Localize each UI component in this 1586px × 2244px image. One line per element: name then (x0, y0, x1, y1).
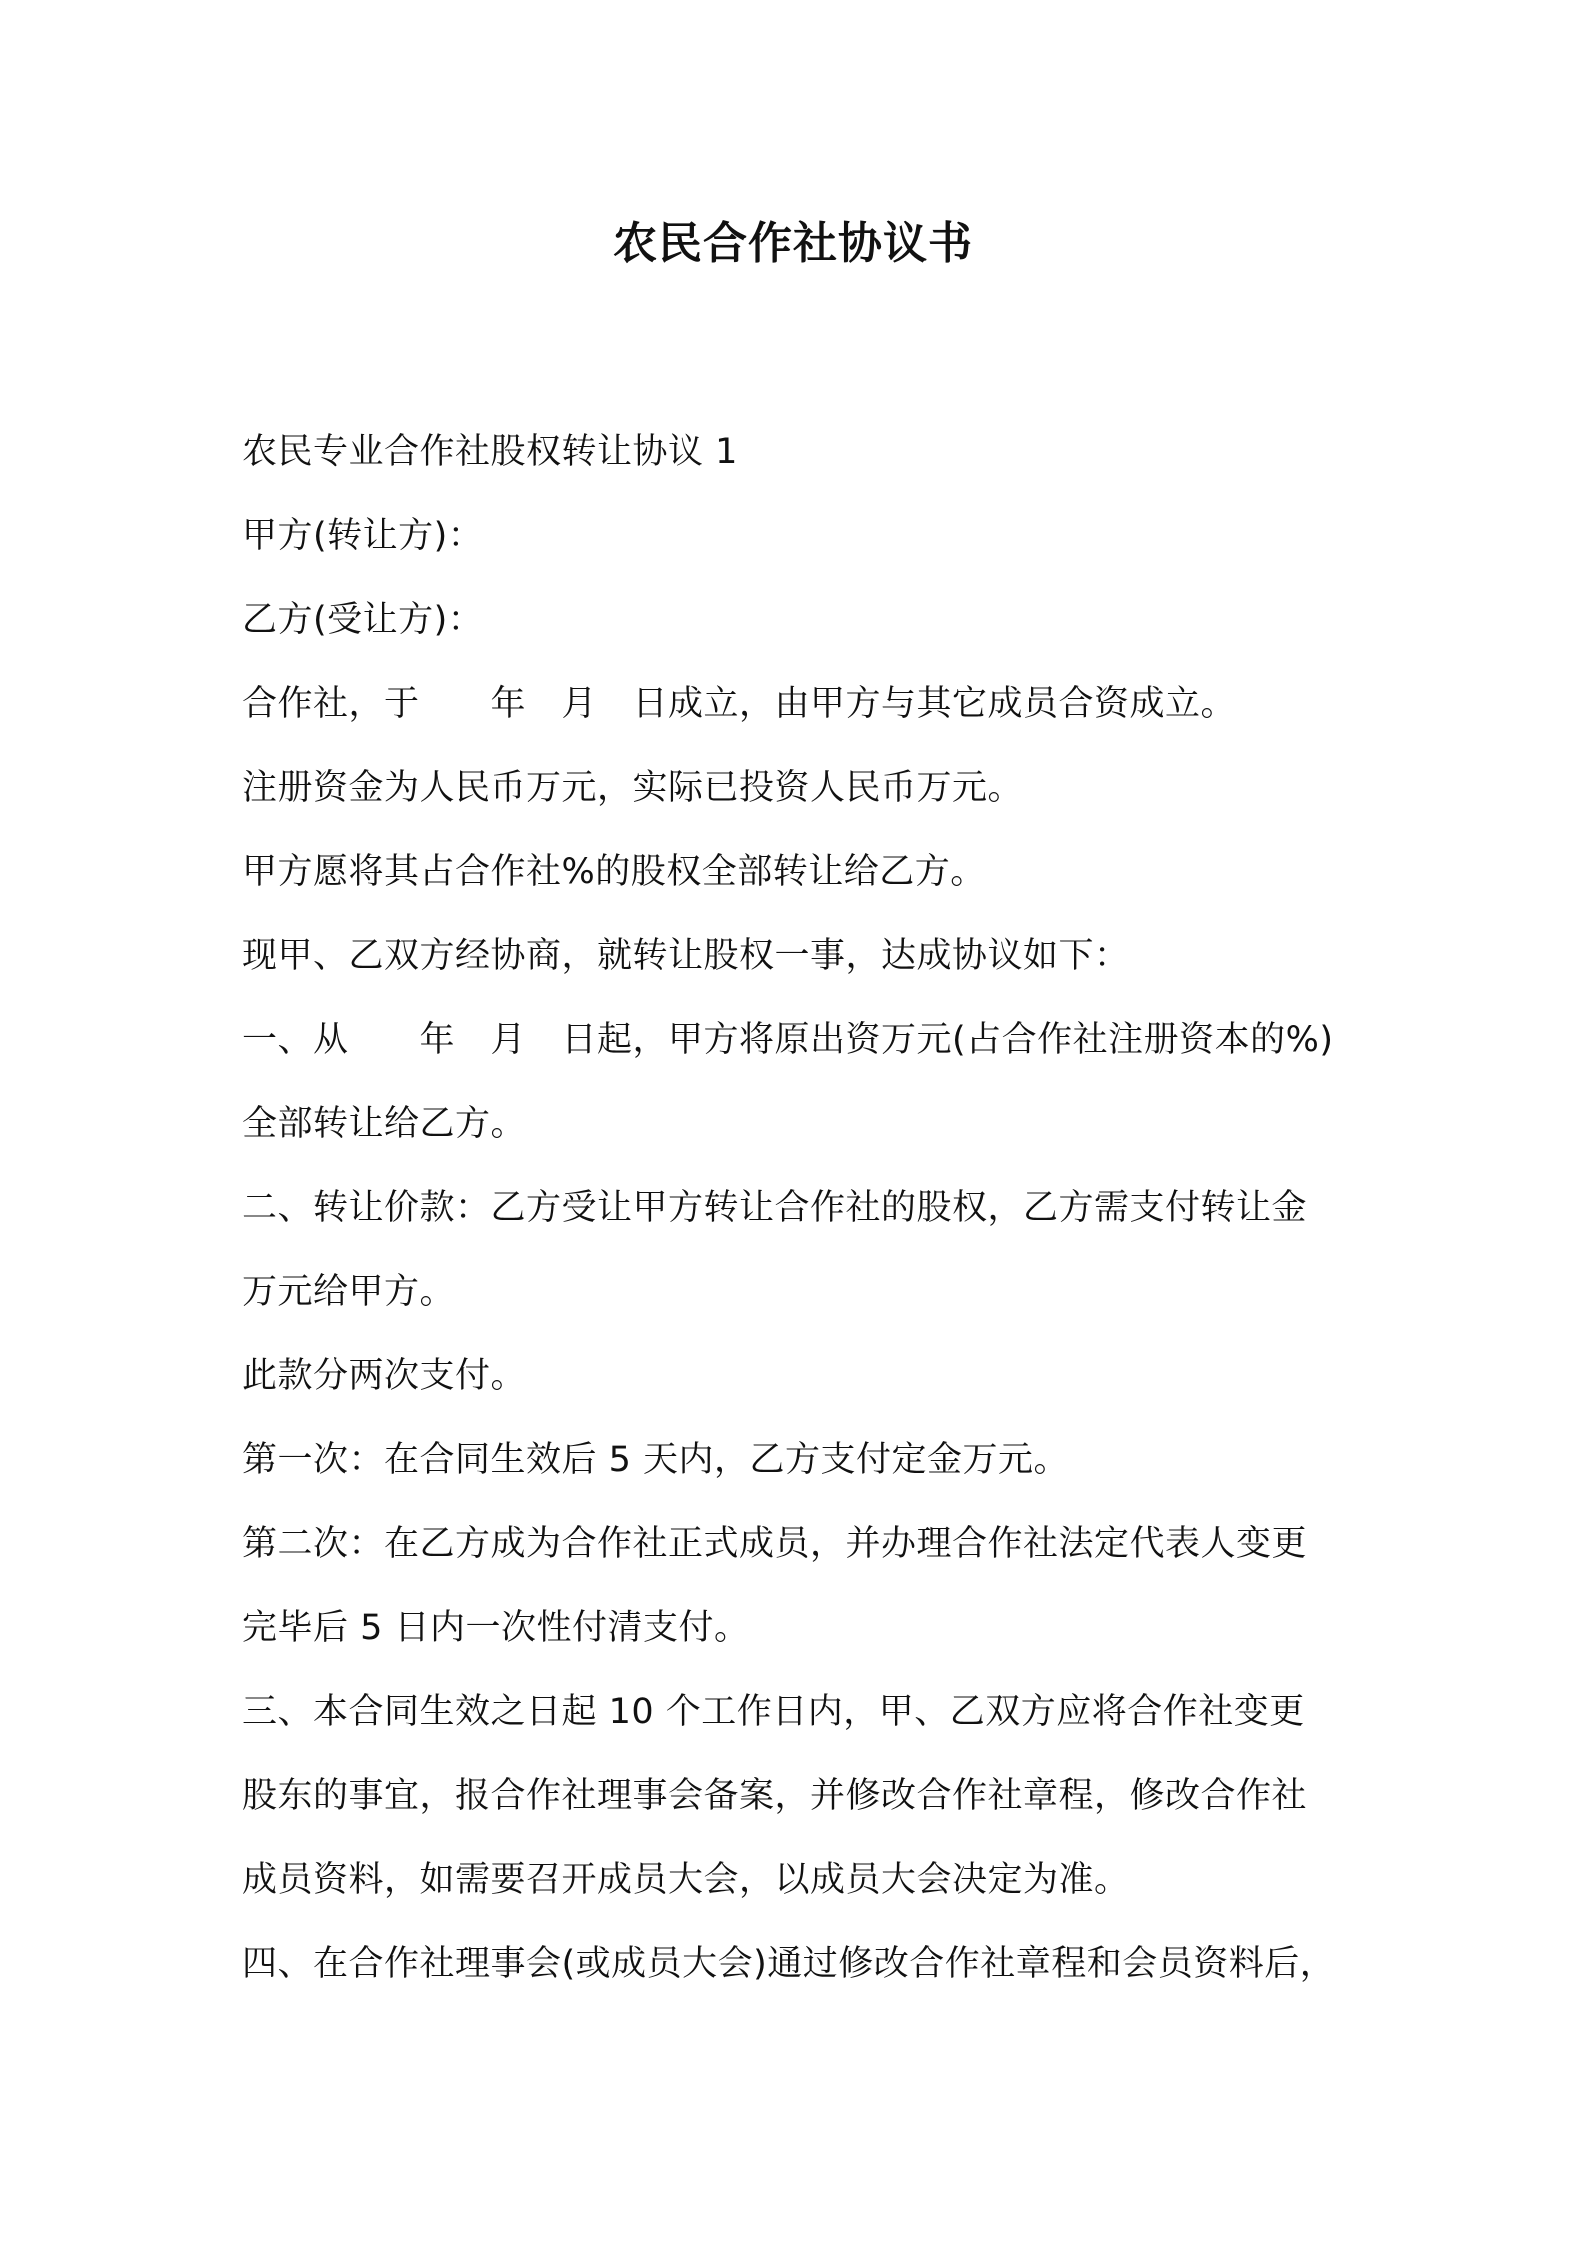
paragraph-line: 现甲、乙双方经协商，就转让股权一事，达成协议如下： (242, 936, 1130, 976)
paragraph-line: 合作社，于 年 月 日成立，由甲方与其它成员合资成立。 (242, 684, 1237, 724)
paragraph-line: 注册资金为人民币万元，实际已投资人民币万元。 (242, 768, 1024, 808)
paragraph-line: 农民专业合作社股权转让协议 1 (242, 432, 738, 472)
paragraph-line: 万元给甲方。 (242, 1272, 456, 1312)
paragraph-line: 乙方(受让方)： (242, 600, 484, 640)
paragraph-line: 甲方愿将其占合作社%的股权全部转让给乙方。 (242, 852, 986, 892)
paragraph-line: 此款分两次支付。 (242, 1356, 527, 1396)
paragraph-line: 第二次：在乙方成为合作社正式成员，并办理合作社法定代表人变更 (242, 1524, 1308, 1564)
paragraph-line: 完毕后 5 日内一次性付清支付。 (242, 1608, 750, 1648)
paragraph-line: 一、从 年 月 日起，甲方将原出资万元(占合作社注册资本的%) (242, 1020, 1334, 1060)
paragraph-line: 成员资料，如需要召开成员大会，以成员大会决定为准。 (242, 1860, 1130, 1900)
paragraph-line: 三、本合同生效之日起 10 个工作日内，甲、乙双方应将合作社变更 (242, 1692, 1305, 1732)
paragraph-line: 股东的事宜，报合作社理事会备案，并修改合作社章程，修改合作社 (242, 1776, 1308, 1816)
document-body (242, 410, 1422, 2006)
paragraph-line: 第一次：在合同生效后 5 天内，乙方支付定金万元。 (242, 1440, 1070, 1480)
paragraph-line: 全部转让给乙方。 (242, 1104, 527, 1144)
paragraph-line: 二、转让价款：乙方受让甲方转让合作社的股权，乙方需支付转让金 (242, 1188, 1308, 1228)
paragraph-line: 甲方(转让方)： (242, 516, 484, 556)
document-title: 农民合作社协议书 (613, 218, 973, 269)
paragraph-line: 四、在合作社理事会(或成员大会)通过修改合作社章程和会员资料后， (242, 1944, 1336, 1984)
